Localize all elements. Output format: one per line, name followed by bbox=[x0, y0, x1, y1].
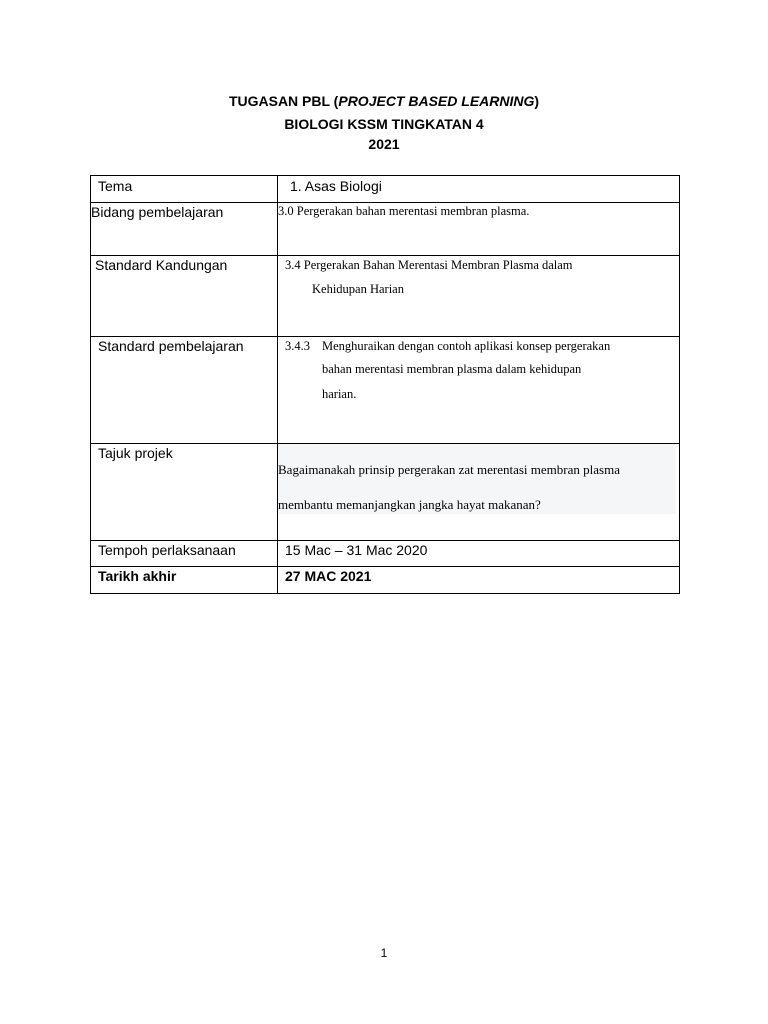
title-italic: PROJECT BASED LEARNING bbox=[338, 93, 535, 109]
tajuk-line1: Bagaimanakah prinsip pergerakan zat merentasi membran plasma bbox=[278, 462, 620, 477]
page-number: 1 bbox=[380, 946, 388, 960]
kandungan-label: Standard Kandungan bbox=[95, 257, 228, 273]
tajuk-line2: membantu memanjangkan jangka hayat makanan? bbox=[278, 497, 541, 512]
bidang-value: 3.0 Pergerakan bahan merentasi membran plasma. bbox=[278, 204, 530, 218]
bidang-label: Bidang pembelajaran bbox=[91, 204, 224, 220]
tempoh-value: 15 Mac – 31 Mac 2020 bbox=[285, 542, 428, 558]
pembelajaran-line3: harian. bbox=[322, 387, 357, 401]
table-row-bidang bbox=[91, 203, 680, 256]
table-row-pembelajaran bbox=[91, 337, 680, 444]
tema-label: Tema bbox=[98, 178, 133, 194]
tajuk-label: Tajuk projek bbox=[98, 445, 173, 461]
tarikh-value: 27 MAC 2021 bbox=[285, 568, 372, 584]
pembelajaran-label: Standard pembelajaran bbox=[98, 338, 244, 354]
table-row-tema bbox=[91, 176, 680, 203]
kandungan-line1: 3.4 Pergerakan Bahan Merentasi Membran Plasma dalam bbox=[285, 258, 573, 272]
pembelajaran-number: 3.4.3 bbox=[285, 339, 310, 353]
table-row-tarikh bbox=[91, 567, 680, 594]
tema-value: 1. Asas Biologi bbox=[290, 178, 382, 194]
document-year: 2021 bbox=[368, 136, 400, 152]
title-prefix: TUGASAN PBL ( bbox=[228, 93, 339, 109]
table-row-tajuk bbox=[91, 444, 680, 541]
tarikh-label: Tarikh akhir bbox=[98, 568, 177, 584]
table-row-kandungan bbox=[91, 256, 680, 337]
title-suffix: ) bbox=[534, 93, 540, 109]
document-subtitle: BIOLOGI KSSM TINGKATAN 4 bbox=[284, 116, 484, 132]
project-info-table bbox=[90, 175, 680, 594]
pembelajaran-line1: Menghuraikan dengan contoh aplikasi konsep pergerakan bbox=[322, 339, 611, 353]
kandungan-line2: Kehidupan Harian bbox=[312, 282, 404, 296]
tempoh-label: Tempoh perlaksanaan bbox=[98, 542, 236, 558]
document-title bbox=[0, 93, 768, 109]
pembelajaran-line2: bahan merentasi membran plasma dalam kehidupan bbox=[322, 362, 582, 376]
table-row-tempoh bbox=[91, 541, 680, 567]
